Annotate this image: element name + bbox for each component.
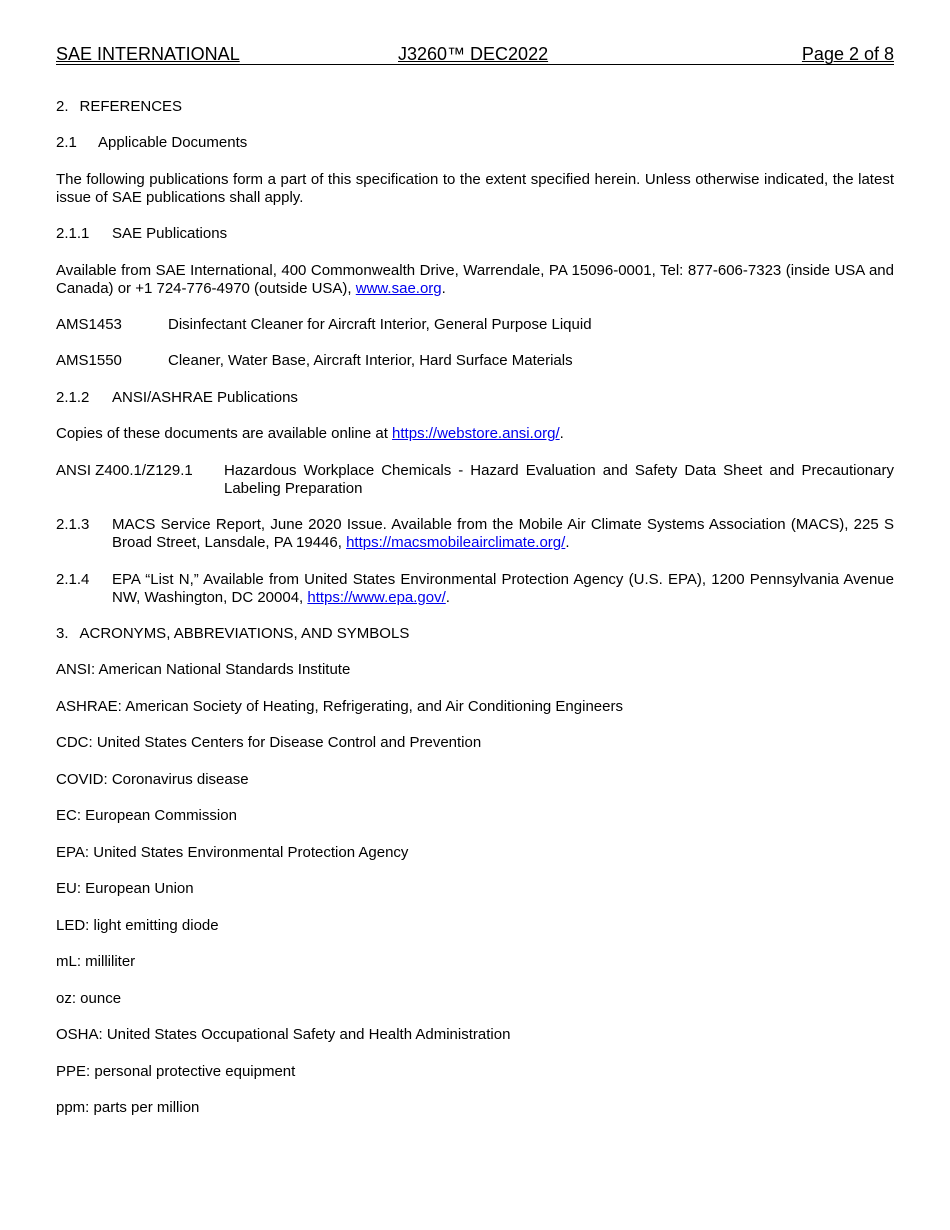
section-number: 3. (56, 625, 69, 642)
section-title: REFERENCES (79, 98, 183, 115)
section-number: 2.1.4 (56, 571, 90, 588)
ansi-reference-row (56, 462, 894, 498)
section-2-heading (56, 98, 894, 116)
section-title: ACRONYMS, ABBREVIATIONS, AND SYMBOLS (79, 625, 410, 642)
ams-description: Cleaner, Water Base, Aircraft Interior, Hard Surface Materials (168, 352, 573, 369)
section-number: 2.1 (56, 134, 77, 151)
header-page-number: Page 2 of 8 (801, 44, 894, 64)
section-3-heading (56, 625, 894, 643)
section-2-1-heading (56, 134, 894, 152)
ams-code: AMS1550 (56, 352, 122, 369)
paragraph-text: MACS Service Report, June 2020 Issue. Available from the Mobile Air Climate Systems Association (MACS), 225 S Broad Street, Lansdale, PA 19446, (112, 516, 894, 551)
acronym-item: OSHA: United States Occupational Safety and Health Administration (56, 1026, 511, 1043)
acronym-item: COVID: Coronavirus disease (56, 771, 249, 788)
paragraph-end: . (441, 280, 446, 297)
paragraph-end: . (565, 534, 570, 551)
ansi-code: ANSI Z400.1/Z129.1 (56, 462, 193, 479)
paragraph-end: . (445, 589, 450, 606)
section-2-1-1-paragraph (56, 262, 894, 298)
paragraph-text: Copies of these documents are available online at (56, 425, 393, 442)
acronym-item: CDC: United States Centers for Disease Control and Prevention (56, 734, 482, 751)
paragraph-end: . (559, 425, 564, 442)
acronym-item: EC: European Commission (56, 807, 237, 824)
ams-description: Disinfectant Cleaner for Aircraft Interior, General Purpose Liquid (168, 316, 592, 333)
section-number: 2. (56, 98, 69, 115)
sae-website-link[interactable]: www.sae.org (355, 280, 442, 297)
ansi-webstore-link[interactable]: https://webstore.ansi.org/ (392, 425, 560, 442)
section-2-1-2-heading (56, 389, 894, 407)
section-title: Applicable Documents (98, 134, 248, 151)
acronym-item: ppm: parts per million (56, 1099, 200, 1116)
header-doc-id: J3260™ DEC2022 (398, 44, 549, 64)
epa-website-link[interactable]: https://www.epa.gov/ (307, 589, 446, 606)
acronym-item: ANSI: American National Standards Institute (56, 661, 351, 678)
acronym-item: PPE: personal protective equipment (56, 1063, 296, 1080)
section-2-1-3-text (112, 516, 894, 552)
section-2-1-4 (56, 571, 894, 607)
section-2-1-3 (56, 516, 894, 552)
section-2-1-1-heading (56, 225, 894, 243)
macs-website-link[interactable]: https://macsmobileairclimate.org/ (346, 534, 566, 551)
section-number: 2.1.1 (56, 225, 90, 242)
ams-code: AMS1453 (56, 316, 122, 333)
section-2-1-4-text (112, 571, 894, 607)
ansi-description: Hazardous Workplace Chemicals - Hazard Evaluation and Safety Data Sheet and Precautionary Labeling Preparation (224, 462, 894, 497)
header-org: SAE INTERNATIONAL (56, 44, 240, 64)
acronym-item: EPA: United States Environmental Protection Agency (56, 844, 409, 861)
section-number: 2.1.2 (56, 389, 90, 406)
acronym-item: oz: ounce (56, 990, 122, 1007)
acronym-item: EU: European Union (56, 880, 194, 897)
section-number: 2.1.3 (56, 516, 90, 533)
section-title: ANSI/ASHRAE Publications (112, 389, 298, 406)
section-2-1-2-paragraph (56, 425, 894, 443)
section-title: SAE Publications (112, 225, 228, 242)
acronym-item: mL: milliliter (56, 953, 136, 970)
paragraph-text: EPA “List N,” Available from United States Environmental Protection Agency (U.S. EPA), 1200 Pennsylvania Avenue NW, Washington, DC 20004, (112, 571, 894, 606)
page-header (56, 44, 894, 65)
section-2-1-paragraph: The following publications form a part of this specification to the extent specified herein. Unless otherwise indicated, the latest issue of SAE publications shall apply. (56, 171, 894, 206)
acronym-item: LED: light emitting diode (56, 917, 219, 934)
acronym-item: ASHRAE: American Society of Heating, Refrigerating, and Air Conditioning Engineers (56, 698, 623, 715)
paragraph-text: Available from SAE International, 400 Commonwealth Drive, Warrendale, PA 15096-0001, Tel: 877-606-7323 (inside USA and Canada) or +1 724-776-4970 (outside USA), (56, 262, 894, 297)
